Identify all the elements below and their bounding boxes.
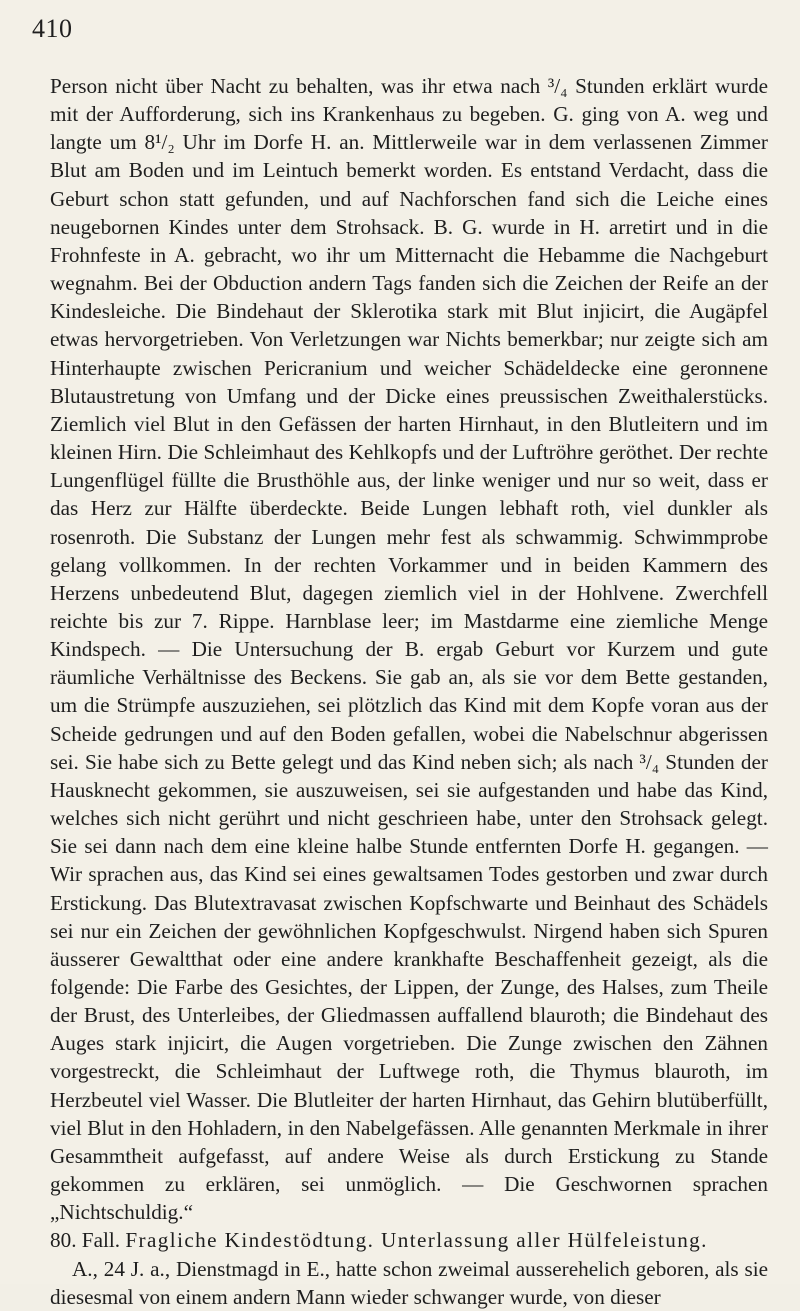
continuation-paragraph: Person nicht über Nacht zu behalten, was ihr etwa nach ³/₄ Stunden erklärt wurde mit der Aufforderung, sich ins Krankenhaus zu begeben. G. ging von A. weg und langte um 8¹/₂ Uhr im Dorfe H. an. Mittlerweile war in dem verlassenen Zimmer Blut am Boden und im Leintuch bemerkt worden. Es entstand Verdacht, dass die Geburt schon statt gefunden, und auf Nachforschen fand sich die Leiche eines neugebornen Kindes unter dem Strohsack. B. G. wurde in H. arretirt und in die Frohnfeste in A. gebracht, wo ihr um Mitternacht die Hebamme die Nachgeburt wegnahm. Bei der Obduction andern Tags fanden sich die Zeichen der Reife an der Kindesleiche. Die Bindehaut der Sklerotika stark mit Blut injicirt, die Augäpfel etwas hervorgetrieben. Von Verletzungen war Nichts bemerkbar; nur zeigte sich am Hinterhaupte zwischen Pericranium und weicher Schädeldecke eine geronnene Blutaustretung von Umfang und der Dicke eines preussischen Zweithalerstücks. Ziemlich viel Blut in den Gefässen der harten Hirnhaut, in den Blutleitern und im kleinen Hirn. Die Schleimhaut des Kehlkopfs und der Luftröhre geröthet. Der rechte Lungenflügel füllte die Brusthöhle aus, der linke weniger und nur so weit, dass er das Herz zur Hälfte überdeckte. Beide Lungen lebhaft roth, viel dunkler als rosenroth. Die Substanz der Lungen mehr fest als schwammig. Schwimmprobe gelang vollkommen. In der rechten Vorkammer und in beiden Kammern des Herzens unbedeutend Blut, dagegen ziemlich viel in der Hohlvene. Zwerchfell reichte bis zur 7. Rippe. Harnblase leer; im Mastdarme eine ziemliche Menge Kindspech. — Die Untersuchung der B. ergab Geburt vor Kurzem und gute räumliche Verhältnisse des Beckens. Sie gab an, als sie vor dem Bette gestanden, um die Strümpfe auszuziehen, sei plötzlich das Kind mit dem Kopfe voran aus der Scheide gedrungen und auf den Boden gefallen, wobei die Nabelschnur abgerissen sei. Sie habe sich zu Bette gelegt und das Kind neben sich; als nach ³/₄ Stunden der Hausknecht gekommen, sie auszuweisen, sei sie aufgestanden und habe das Kind, welches sich nicht gerührt und nicht geschrieen habe, unter den Strohsack gelegt. Sie sei dann nach dem eine kleine halbe Stunde entfernten Dorfe H. gegangen. — Wir sprachen aus, das Kind sei eines gewaltsamen Todes gestorben und zwar durch Erstickung. Das Blutextravasat zwischen Kopfschwarte und Beinhaut des Schädels sei nur ein Zeichen der gewöhnlichen Kopfgeschwulst. Nirgend haben sich Spuren äusserer Gewaltthat oder eine andere krankhafte Beschaffenheit gezeigt, als die folgende: Die Farbe des Gesichtes, der Lippen, der Zunge, des Halses, zum Theile der Brust, des Unterleibes, der Gliedmassen auffallend blauroth; die Bindehaut des Auges stark injicirt, die Augen vorgetrieben. Die Zunge zwischen den Zähnen vorgestreckt, die Schleimhaut der Luftwege roth, die Thymus blauroth, im Herzbeutel viel Wasser. Die Blutleiter der harten Hirnhaut, das Gehirn blutüberfüllt, viel Blut in den Hohladern, in den Nabelgefässen. Alle genannten Merkmale in ihrer Gesammtheit aufgefasst, auf andere Weise als durch Erstickung zu Stande gekommen zu erklären, sei unmöglich. — Die Geschwornen sprachen „Nichtschuldig.“ (50, 74, 768, 1225)
case-paragraph: A., 24 J. a., Dienstmagd in E., hatte schon zweimal ausserehelich geboren, als sie diesesmal von einem andern Mann wieder schwanger wurde, von dieser (50, 1256, 768, 1309)
case-heading (50, 1226, 768, 1254)
case-number: 80. Fall. (50, 1228, 121, 1253)
page-body (50, 72, 768, 1311)
case-title: Fragliche Kindestödtung. Unterlassung aller Hülfeleistung. (125, 1228, 708, 1253)
page-number: 410 (32, 14, 73, 43)
